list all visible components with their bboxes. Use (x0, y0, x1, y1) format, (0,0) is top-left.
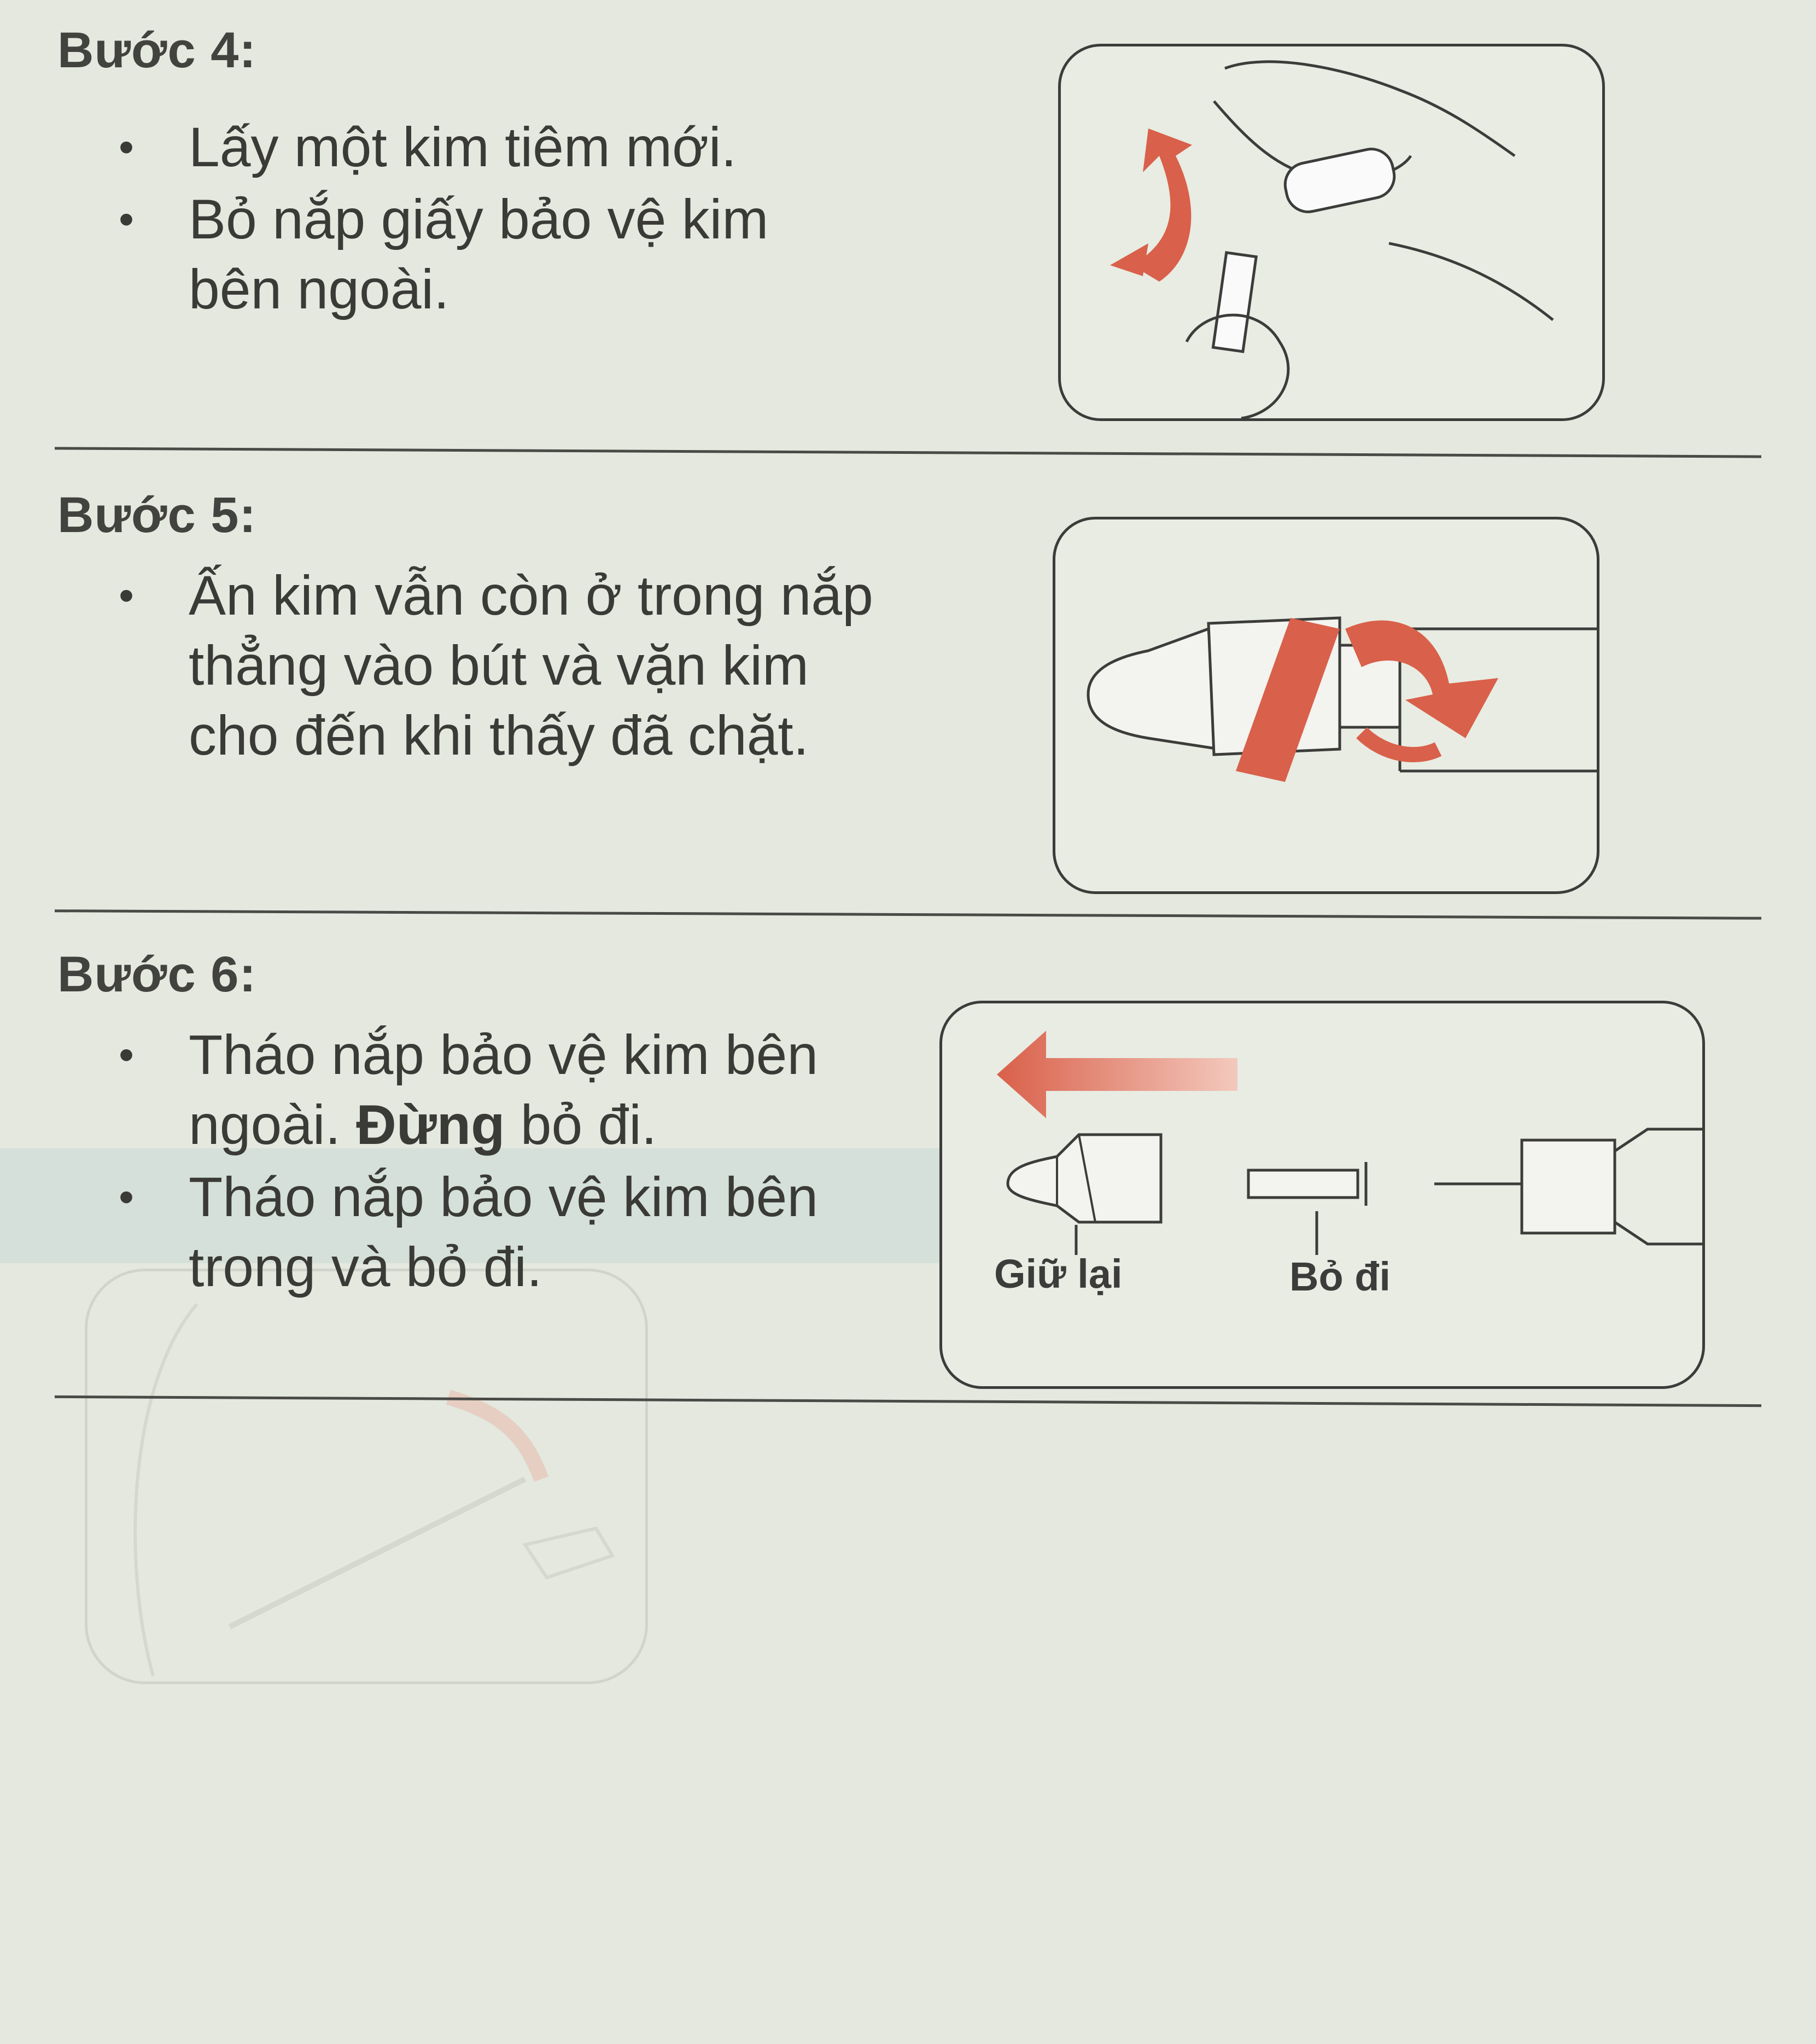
step-bullet: • Lấy một kim tiêm mới. (57, 112, 910, 182)
step-title: Bước 6: (57, 947, 256, 1002)
step-5 (57, 487, 910, 770)
step-4 (57, 22, 910, 324)
screw-needle-illustration (1053, 517, 1599, 894)
bullet-text: Tháo nắp bảo vệ kim bên ngoài. (189, 1024, 819, 1156)
step-bullet: • Bỏ nắp giấy bảo vệ kim bên ngoài. (57, 184, 867, 324)
step-title: Bước 5: (57, 487, 256, 543)
keep-label: Giữ lại (994, 1251, 1123, 1297)
bullet-text: bỏ đi. (505, 1094, 657, 1156)
step-bullet: • Ấn kim vẫn còn ở trong nắp thẳng vào bút và vặn kim cho đến khi thấy đã chặt. (57, 560, 905, 770)
bullet-emphasis: Đừng (356, 1094, 505, 1156)
step-bullet: • Tháo nắp bảo vệ kim bên trong và bỏ đi. (57, 1162, 910, 1302)
step-6 (57, 946, 910, 1302)
take-needle-illustration (1058, 44, 1605, 421)
step-bullet (57, 1020, 910, 1160)
step-title: Bước 4: (57, 22, 256, 78)
reverse-ghost-illustration (85, 1269, 648, 1684)
discard-label: Bỏ đi (1289, 1254, 1391, 1299)
remove-caps-illustration (939, 1001, 1705, 1389)
